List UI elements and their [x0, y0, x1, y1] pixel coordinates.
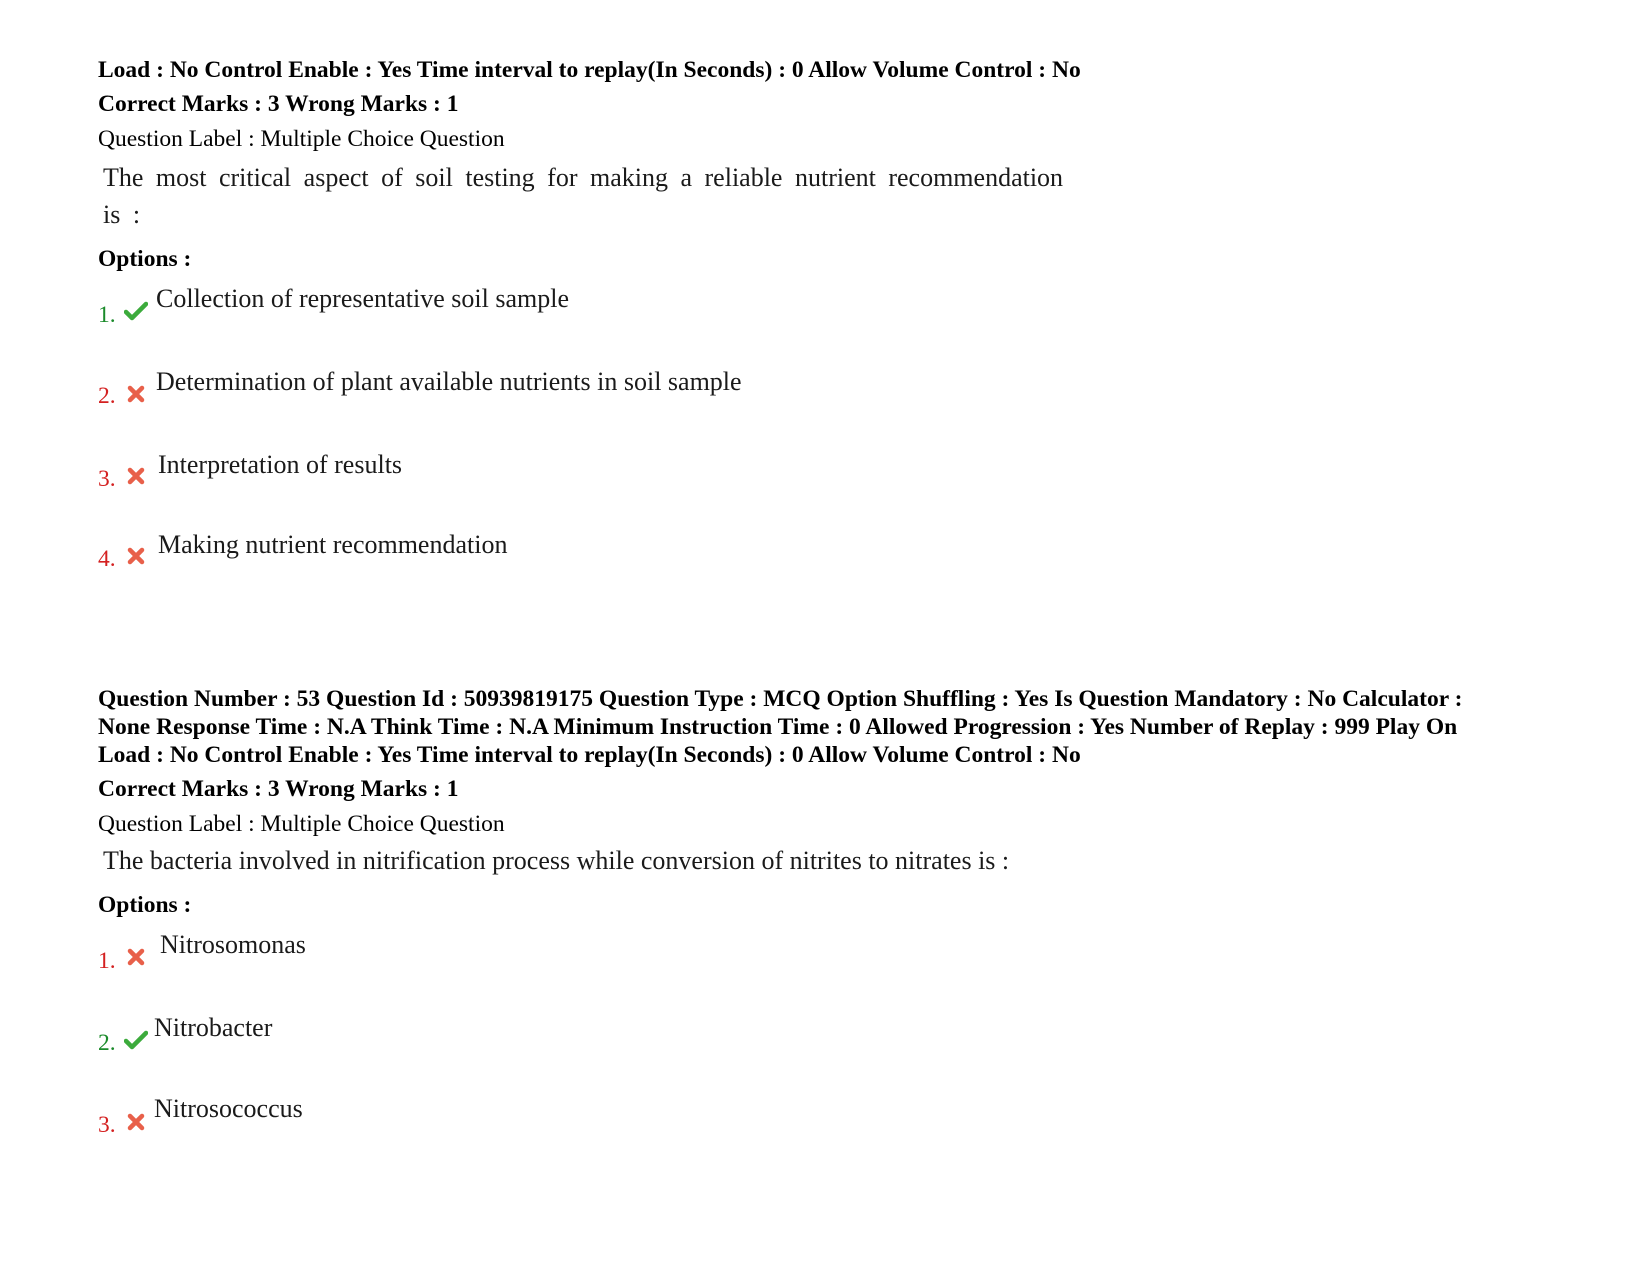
option-item — [98, 929, 1568, 1015]
option-text: Making nutrient recommendation — [158, 530, 508, 559]
option-item — [98, 1095, 1568, 1181]
check-icon — [124, 1028, 148, 1052]
options-heading: Options : — [98, 246, 192, 272]
question-block-53 — [98, 685, 1568, 1181]
question-text — [103, 159, 1123, 233]
question-meta: None Response Time : N.A Think Time : N.A Minimum Instruction Time : 0 Allowed Progression : Yes Number of Replay : 999 Play On — [98, 714, 1458, 740]
options-list — [98, 929, 1568, 1181]
question-meta: Load : No Control Enable : Yes Time interval to replay(In Seconds) : 0 Allow Volume Control : No — [98, 57, 1081, 83]
cross-icon — [124, 544, 148, 568]
option-number: 3. — [98, 1112, 116, 1138]
question-page — [98, 56, 1568, 1181]
option-text: Nitrosomonas — [160, 930, 306, 959]
question-block-1 — [98, 56, 1568, 615]
option-item — [98, 369, 1568, 449]
cross-icon — [124, 945, 148, 969]
marks-line: Correct Marks : 3 Wrong Marks : 1 — [98, 776, 459, 802]
question-meta: Question Number : 53 Question Id : 50939819175 Question Type : MCQ Option Shuffling : Yes Is Question Mandatory : No Calculator : — [98, 686, 1463, 712]
cross-icon — [124, 1110, 148, 1134]
options-heading: Options : — [98, 892, 192, 918]
question-label: Question Label : Multiple Choice Question — [98, 811, 505, 837]
option-number: 2. — [98, 1030, 116, 1056]
options-list — [98, 283, 1568, 615]
question-text: The bacteria involved in nitrification process while conversion of nitrites to nitrates is : — [103, 846, 1010, 875]
option-text: Collection of representative soil sample — [156, 284, 569, 313]
check-icon — [124, 299, 148, 323]
option-text: Determination of plant available nutrients in soil sample — [156, 367, 742, 396]
option-text: Nitrobacter — [154, 1013, 273, 1042]
cross-icon — [124, 464, 148, 488]
option-number: 4. — [98, 546, 116, 572]
option-item — [98, 529, 1568, 615]
marks-line: Correct Marks : 3 Wrong Marks : 1 — [98, 91, 459, 117]
option-number: 1. — [98, 302, 116, 328]
question-label: Question Label : Multiple Choice Question — [98, 126, 505, 152]
option-number: 3. — [98, 466, 116, 492]
cross-icon — [124, 382, 148, 406]
option-number: 2. — [98, 383, 116, 409]
option-text: Interpretation of results — [158, 450, 403, 479]
question-text-line: is : — [103, 200, 141, 229]
option-item — [98, 283, 1568, 369]
question-text-line: The most critical aspect of soil testing for making a reliable nutrient recommendation — [103, 163, 1064, 192]
question-meta: Load : No Control Enable : Yes Time interval to replay(In Seconds) : 0 Allow Volume Control : No — [98, 742, 1081, 768]
option-text: Nitrosococcus — [154, 1094, 303, 1123]
option-number: 1. — [98, 948, 116, 974]
option-item — [98, 1015, 1568, 1095]
option-item — [98, 449, 1568, 529]
block-spacer — [98, 615, 1568, 685]
